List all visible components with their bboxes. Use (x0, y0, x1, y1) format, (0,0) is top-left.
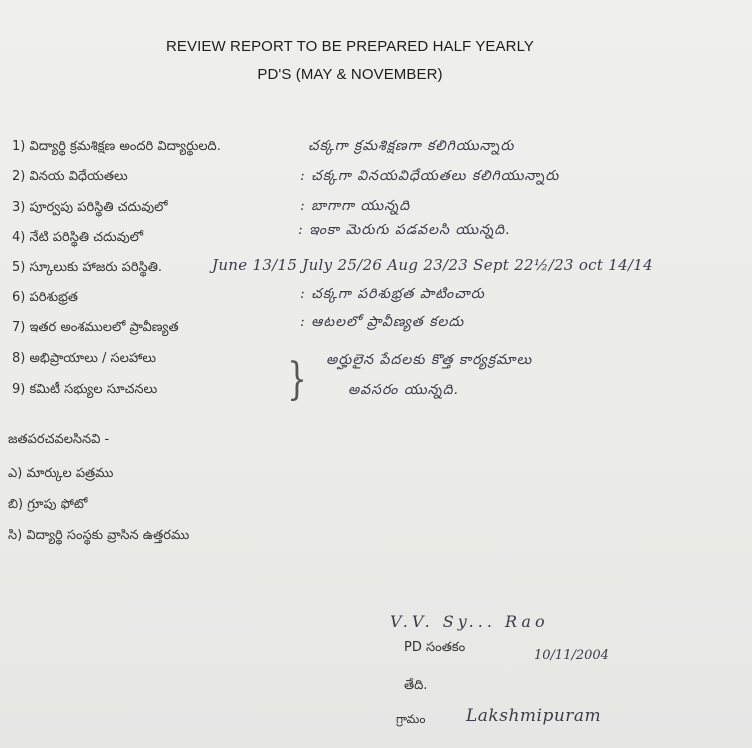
item-label-1: 1) విద్యార్థి క్రమశిక్షణ అందరి విద్యార్థులది. (12, 139, 221, 154)
enclosure-item-3: సి) విద్యార్థి సంస్థకు వ్రాసిన ఉత్తరము (8, 528, 190, 543)
village-label: గ్రామం (396, 712, 426, 726)
item-label-2: 2) వినయ విధేయతలు (12, 169, 128, 184)
item-answer-9: అవసరం యున్నది. (348, 382, 459, 398)
item-label-3: 3) పూర్వపు పరిస్థితి చదువులో (12, 200, 168, 215)
item-answer-1: చక్కగా క్రమశిక్షణగా కలిగియున్నారు (308, 138, 515, 154)
item-label-5: 5) స్కూలుకు హాజరు పరిస్థితి. (12, 260, 163, 275)
date-label: తేది. (404, 678, 428, 693)
item-answer-7: : ఆటలలో ప్రావీణ్యత కలదు (300, 314, 465, 330)
item-answer-3: : బాగాగా యున్నది (300, 198, 411, 214)
village-name: Lakshmipuram (466, 706, 602, 726)
signature-date: 10/11/2004 (534, 648, 609, 663)
item-label-6: 6) పరిశుభ్రత (12, 290, 78, 305)
report-subtitle: PD'S (MAY & NOVEMBER) (257, 66, 443, 83)
enclosures-title: జతపరచవలసినవి - (8, 432, 110, 447)
item-label-8: 8) అభిప్రాయాలు / సలహాలు (12, 351, 157, 366)
report-title: REVIEW REPORT TO BE PREPARED HALF YEARLY (166, 38, 534, 55)
handwritten-signature: V.V. Sy... Rao (390, 612, 549, 631)
item-answer-8: అర్హులైన పేదలకు కొత్త కార్యక్రమాలు (326, 352, 533, 368)
item-answer-4: : ఇంకా మెరుగు పడవలసి యున్నది. (298, 222, 511, 238)
item-label-7: 7) ఇతర అంశములలో ప్రావీణ్యత (12, 320, 179, 335)
item-label-4: 4) నేటి పరిస్థితి చదువులో (12, 230, 144, 245)
enclosure-item-1: ఎ) మార్కుల పత్రము (8, 466, 114, 481)
signature-label: PD సంతకం (404, 640, 466, 655)
item-answer-2: : చక్కగా వినయవిధేయతలు కలిగియున్నారు (300, 168, 560, 184)
item-answer-6: : చక్కగా పరిశుభ్రత పాటించారు (300, 286, 485, 302)
item-answer-5: June 13/15 July 25/26 Aug 23/23 Sept 22½/23 oct 14/14 (212, 256, 653, 274)
enclosure-item-2: బి) గ్రూపు ఫోటో (8, 497, 88, 512)
curly-brace-icon: } (287, 354, 307, 405)
item-label-9: 9) కమిటీ సభ్యుల సూచనలు (12, 382, 158, 397)
